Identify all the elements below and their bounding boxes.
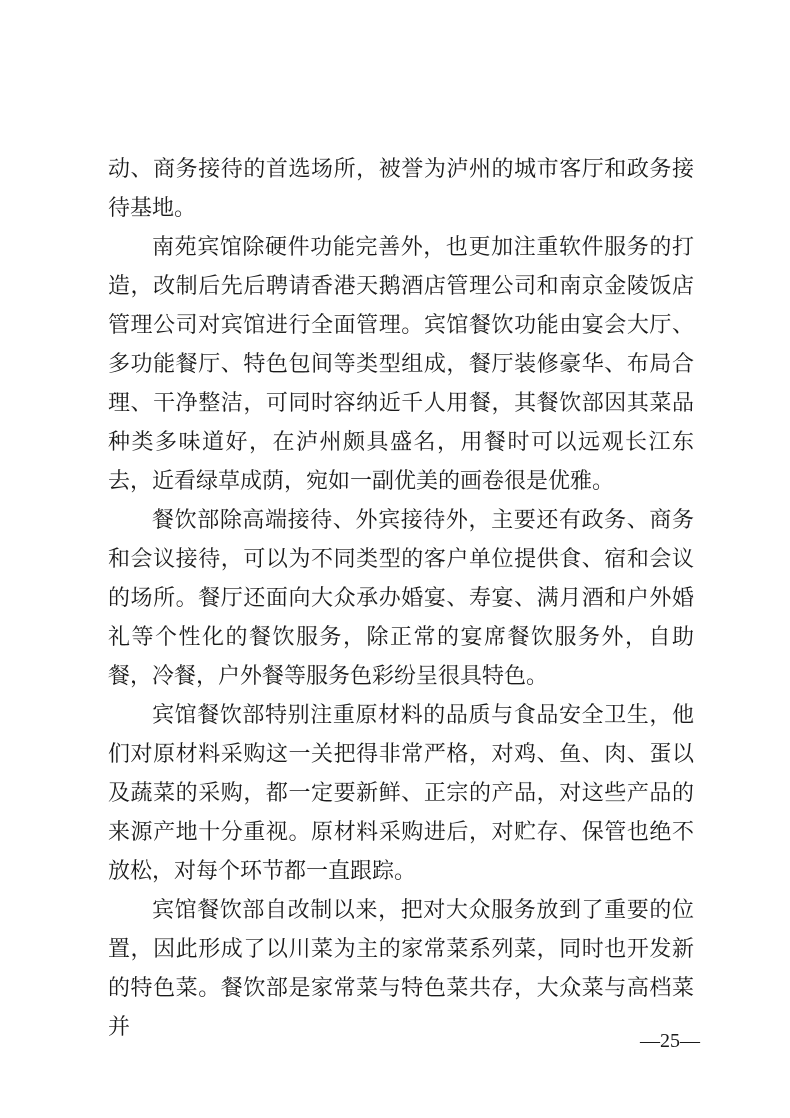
paragraph: 宾馆餐饮部特别注重原材料的品质与食品安全卫生，他们对原材料采购这一关把得非常严格，对鸡、鱼、肉、蛋以及蔬菜的采购，都一定要新鲜、正宗的产品，对这些产品的来源产地十分重视。原材料采购进后，对贮存、保管也绝不放松，对每个环节都一直跟踪。 [108, 703, 694, 884]
paragraph-continuation: 动、商务接待的首选场所，被誉为泸州的城市客厅和政务接待基地。 [108, 157, 694, 221]
paragraph: 餐饮部除高端接待、外宾接待外，主要还有政务、商务和会议接待，可以为不同类型的客户单位提供食、宿和会议的场所。餐厅还面向大众承办婚宴、寿宴、满月酒和户外婚礼等个性化的餐饮服务，除正常的宴席餐饮服务外，自助餐，冷餐，户外餐等服务色彩纷呈很具特色。 [108, 508, 694, 689]
page-number: —25— [640, 1030, 700, 1052]
body-text [108, 150, 694, 1047]
paragraph: 南苑宾馆除硬件功能完善外，也更加注重软件服务的打造，改制后先后聘请香港天鹅酒店管理公司和南京金陵饭店管理公司对宾馆进行全面管理。宾馆餐饮功能由宴会大厅、多功能餐厅、特色包间等类型组成，餐厅装修豪华、布局合理、干净整洁，可同时容纳近千人用餐，其餐饮部因其菜品种类多味道好，在泸州颇具盛名，用餐时可以远观长江东去，近看绿草成荫，宛如一副优美的画卷很是优雅。 [108, 235, 694, 494]
paragraph: 宾馆餐饮部自改制以来，把对大众服务放到了重要的位置，因此形成了以川菜为主的家常菜系列菜，同时也开发新的特色菜。餐饮部是家常菜与特色菜共存，大众菜与高档菜并 [108, 898, 694, 1040]
